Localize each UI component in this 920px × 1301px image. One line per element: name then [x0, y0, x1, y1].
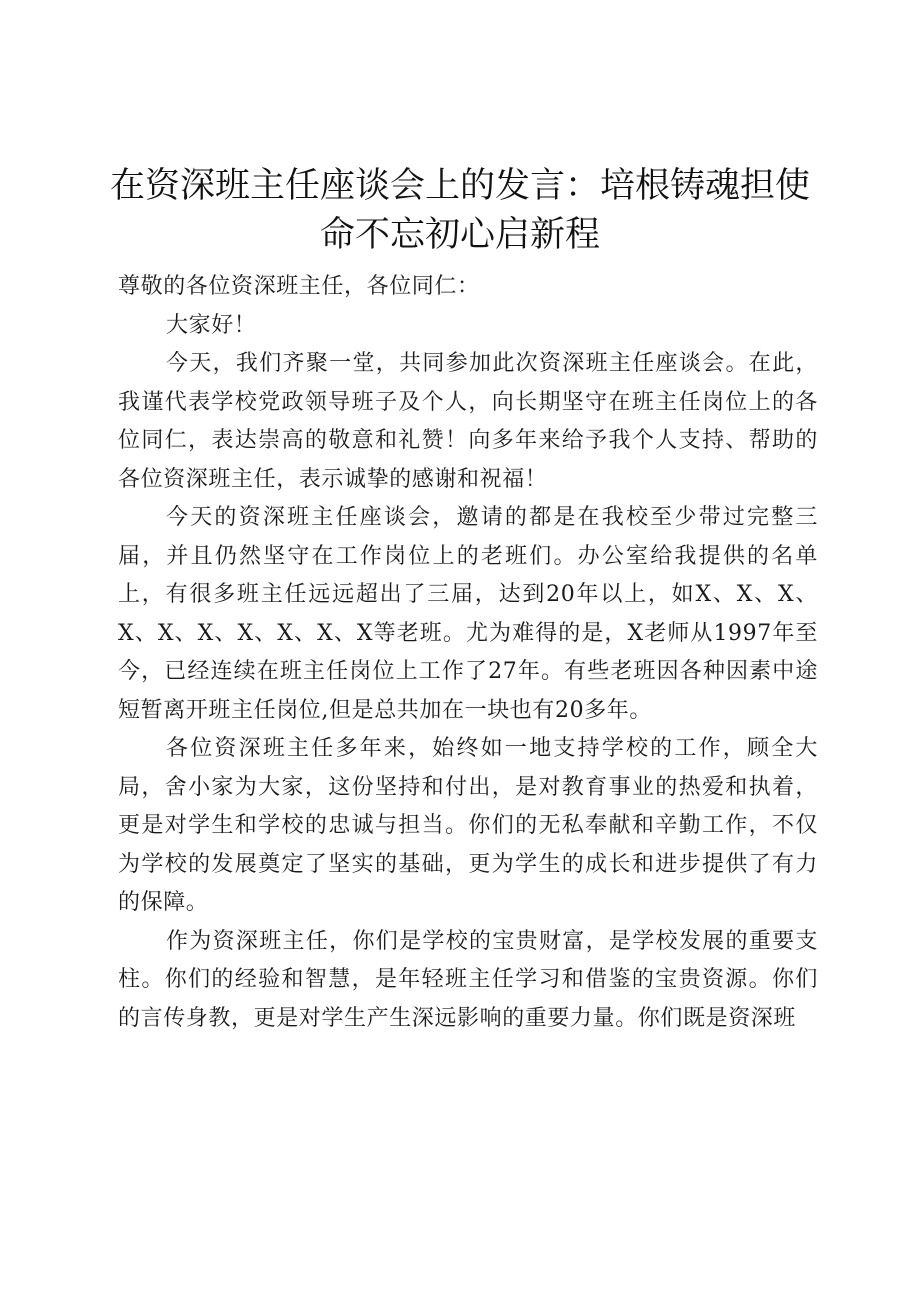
document-title: 在资深班主任座谈会上的发言：培根铸魂担使命不忘初心启新程: [109, 166, 810, 255]
paragraph-dedication: 各位资深班主任多年来，始终如一地支持学校的工作，顾全大局，舍小家为大家，这份坚持和付出，是对教育事业的热爱和执着，更是对学生和学校的忠诚与担当。你们的无私奉献和辛勤工作，不仅为学校的发展奠定了坚实的基础，更为学生的成长和进步提供了有力的保障。: [118, 736, 818, 915]
salutation: 尊敬的各位资深班主任，各位同仁：: [118, 274, 480, 299]
document-body: [118, 268, 818, 1038]
paragraph-opening: 今天，我们齐聚一堂，共同参加此次资深班主任座谈会。在此，我谨代表学校党政领导班子及个人，向长期坚守在班主任岗位上的各位同仁，表达崇高的敬意和礼赞！向多年来给予我个人支持、帮助的各位资深班主任，表示诚挚的感谢和祝福！: [118, 351, 818, 492]
paragraph-role: 作为资深班主任，你们是学校的宝贵财富，是学校发展的重要支柱。你们的经验和智慧，是年轻班主任学习和借鉴的宝贵资源。你们的言传身教，更是对学生产生深远影响的重要力量。你们既是资深班: [118, 928, 818, 1031]
paragraph-invitees: 今天的资深班主任座谈会，邀请的都是在我校至少带过完整三届，并且仍然坚守在工作岗位上的老班们。办公室给我提供的名单上，有很多班主任远远超出了三届，达到20年以上，如X、X、X、X、X、X、X、X、X、X等老班。尤为难得的是，X老师从1997年至今，已经连续在班主任岗位上工作了27年。有些老班因各种因素中途短暂离开班主任岗位,但是总共加在一块也有20多年。: [118, 505, 818, 723]
paragraph-greeting: 大家好！: [166, 312, 257, 338]
